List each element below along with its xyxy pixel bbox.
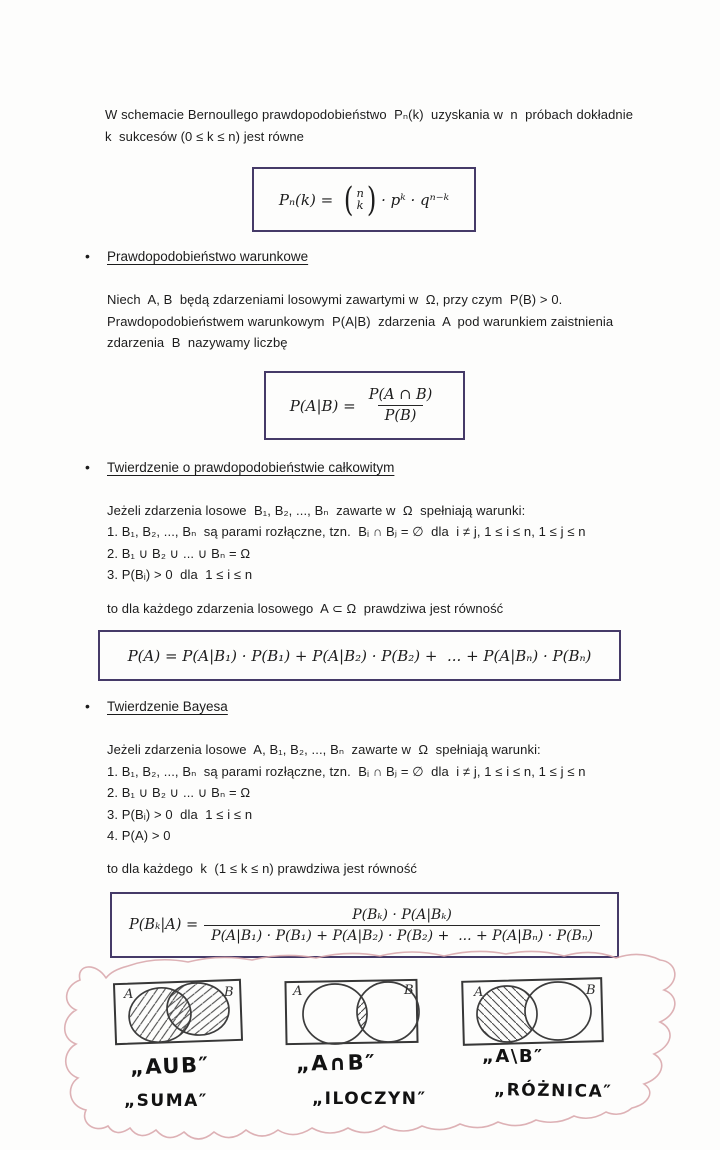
caption-intersection-name: „ILOCZYN″ bbox=[312, 1089, 427, 1109]
binom-top: n bbox=[356, 186, 364, 200]
venn-diagram-intersection bbox=[284, 977, 420, 1049]
bayes-formula-lhs: P(Bₖ|A) = bbox=[129, 917, 199, 933]
caption-union-name: „SUMA″ bbox=[124, 1091, 208, 1111]
conditional-line: Niech A, B będą zdarzeniami losowymi zawartymi w Ω, przy czym P(B) > 0. bbox=[107, 292, 563, 307]
total-probability-formula-box bbox=[98, 630, 621, 681]
bayes-condition: 3. P(Bᵢ) > 0 dla 1 ≤ i ≤ n bbox=[107, 806, 253, 822]
bayes-conclusion: to dla każdego k (1 ≤ k ≤ n) prawdziwa jest równość bbox=[107, 861, 418, 876]
total-probability-formula: P(A) = P(A|B₁) · P(B₁) + P(A|B₂) · P(B₂) + ... + P(A|Bₙ) · P(Bₙ) bbox=[127, 646, 592, 665]
total-condition: 2. B₁ ∪ B₂ ∪ ... ∪ Bₙ = Ω bbox=[107, 545, 251, 561]
bernoulli-formula-lhs: Pₙ(k) = bbox=[278, 190, 334, 209]
total-condition: 3. P(Bᵢ) > 0 dla 1 ≤ i ≤ n bbox=[107, 567, 253, 582]
fraction-denominator: P(A|B₁) · P(B₁) + P(A|B₂) · P(B₂) + ... + P(A|Bₙ) · P(Bₙ) bbox=[204, 925, 600, 944]
caption-difference-expr: „A\B″ bbox=[482, 1046, 544, 1067]
bernoulli-formula-tail: · pᵏ · qⁿ⁻ᵏ bbox=[381, 190, 450, 209]
total-condition: 1. B₁, B₂, ..., Bₙ są parami rozłączne, tzn. Bᵢ ∩ Bⱼ = ∅ dla i ≠ j, 1 ≤ i ≤ n, 1 ≤ j ≤ n bbox=[107, 524, 586, 539]
section-title-bayes: Twierdzenie Bayesa bbox=[107, 699, 228, 714]
venn-frame bbox=[285, 980, 417, 1044]
bullet-icon: • bbox=[85, 248, 90, 264]
conditional-formula-box bbox=[264, 371, 465, 440]
venn-diagram-union bbox=[112, 976, 244, 1048]
bullet-icon: • bbox=[85, 459, 90, 475]
bayes-condition: 4. P(A) > 0 bbox=[107, 828, 171, 843]
fraction-numerator: P(Bₖ) · P(A|Bₖ) bbox=[352, 906, 452, 923]
set-label-a: A bbox=[124, 987, 134, 1002]
set-label-b: B bbox=[404, 983, 414, 998]
fraction-denominator: P(B) bbox=[378, 405, 424, 424]
fraction-numerator: P(A ∩ B) bbox=[368, 387, 433, 403]
set-label-a: A bbox=[474, 985, 484, 1000]
bayes-fraction bbox=[204, 907, 600, 944]
conditional-line: Prawdopodobieństwem warunkowym P(A|B) zdarzenia A pod warunkiem zaistnienia bbox=[107, 313, 614, 329]
venn-diagram-difference bbox=[460, 975, 606, 1049]
section-title-conditional: Prawdopodobieństwo warunkowe bbox=[107, 249, 309, 264]
set-label-b: B bbox=[224, 985, 234, 1000]
bayes-intro: Jeżeli zdarzenia losowe A, B₁, B₂, ..., Bₙ zawarte w Ω spełniają warunki: bbox=[107, 742, 541, 757]
set-label-b: B bbox=[586, 983, 596, 998]
bullet-icon: • bbox=[85, 698, 90, 714]
total-intro: Jeżeli zdarzenia losowe B₁, B₂, ..., Bₙ zawarte w Ω spełniają warunki: bbox=[107, 503, 526, 518]
caption-intersection-expr: „A∩B″ bbox=[295, 1050, 377, 1076]
bayes-condition: 1. B₁, B₂, ..., Bₙ są parami rozłączne, tzn. Bᵢ ∩ Bⱼ = ∅ dla i ≠ j, 1 ≤ i ≤ n, 1 ≤ j ≤ n bbox=[107, 763, 586, 779]
section-title-total: Twierdzenie o prawdopodobieństwie całkowitym bbox=[107, 460, 395, 475]
binom-bottom: k bbox=[356, 197, 364, 212]
binomial-coefficient: ( n k ) bbox=[344, 179, 377, 220]
total-conclusion: to dla każdego zdarzenia losowego A ⊂ Ω prawdziwa jest równość bbox=[107, 601, 504, 616]
conditional-line: zdarzenia B nazywamy liczbę bbox=[107, 335, 288, 350]
conditional-fraction bbox=[362, 387, 440, 424]
caption-difference-name: „RÓŻNICA″ bbox=[493, 1079, 613, 1103]
bayes-condition: 2. B₁ ∪ B₂ ∪ ... ∪ Bₙ = Ω bbox=[107, 785, 251, 800]
bernoulli-formula-box bbox=[252, 167, 476, 232]
bernoulli-intro-line1: W schemacie Bernoullego prawdopodobieństwo Pₙ(k) uzyskania w n próbach dokładnie bbox=[105, 107, 634, 122]
caption-union-expr: „AUB″ bbox=[129, 1052, 210, 1080]
set-label-a: A bbox=[293, 984, 303, 999]
conditional-formula-lhs: P(A|B) = bbox=[289, 396, 356, 415]
bernoulli-intro-line2: k sukcesów (0 ≤ k ≤ n) jest równe bbox=[105, 128, 305, 144]
